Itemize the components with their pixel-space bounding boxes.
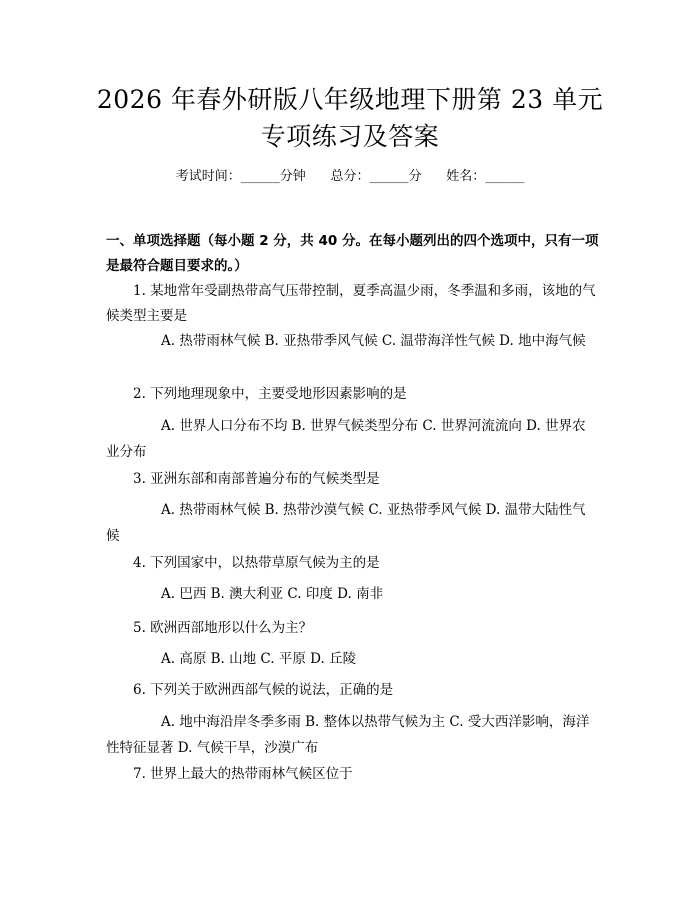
page-title-line-2: 专项练习及答案 — [260, 122, 440, 151]
exam-info: 考试时间：______分钟 总分：______分 姓名：______ — [175, 169, 525, 184]
question-stem — [106, 551, 598, 576]
question-3-text: 3. 亚洲东部和南部普遍分布的气候类型是 — [133, 471, 380, 487]
question-7-text: 7. 世界上最大的热带雨林气候区位于 — [133, 766, 353, 782]
question-stem — [106, 382, 598, 407]
question-options — [106, 328, 598, 354]
question-stem — [106, 678, 598, 703]
question-4-text: 4. 下列国家中，以热带草原气候为主的是 — [133, 555, 380, 571]
question-5-options: A. 高原 B. 山地 C. 平原 D. 丘陵 — [161, 651, 357, 667]
question-2-text: 2. 下列地理现象中，主要受地形因素影响的是 — [133, 386, 407, 402]
question-4-options: A. 巴西 B. 澳大利亚 C. 印度 D. 南非 — [161, 586, 384, 602]
question-stem — [106, 467, 598, 492]
page-title-line-1: 2026 年春外研版八年级地理下册第 23 单元 — [96, 85, 604, 114]
question-6-text: 6. 下列关于欧洲西部气候的说法，正确的是 — [133, 682, 394, 698]
question-2-options: A. 世界人口分布不均 B. 世界气候类型分布 C. 世界河流流向 D. 世界农业分布 — [106, 418, 586, 460]
section-heading: 一、单项选择题（每小题 2 分，共 40 分。在每小题列出的四个选项中，只有一项是最符合题目要求的。） — [106, 233, 599, 274]
question-1-text: 1. 某地常年受副热带高气压带控制，夏季高温少雨，冬季温和多雨，该地的气候类型主要是 — [106, 283, 596, 324]
question-stem — [106, 279, 598, 329]
question-options — [106, 709, 598, 761]
question-stem — [106, 616, 598, 641]
question-6-options: A. 地中海沿岸冬季多雨 B. 整体以热带气候为主 C. 受大西洋影响，海洋性特征显著 D. 气候干旱，沙漠广布 — [106, 714, 590, 756]
question-options — [106, 646, 598, 672]
question-options — [106, 581, 598, 607]
question-options — [106, 497, 598, 549]
question-options — [106, 413, 598, 465]
question-1-options: A. 热带雨林气候 B. 亚热带季风气候 C. 温带海洋性气候 D. 地中海气候 — [161, 333, 586, 349]
question-stem — [106, 762, 598, 787]
question-5-text: 5. 欧洲西部地形以什么为主？ — [133, 620, 313, 636]
question-3-options: A. 热带雨林气候 B. 热带沙漠气候 C. 亚热带季风气候 D. 温带大陆性气候 — [106, 502, 586, 544]
